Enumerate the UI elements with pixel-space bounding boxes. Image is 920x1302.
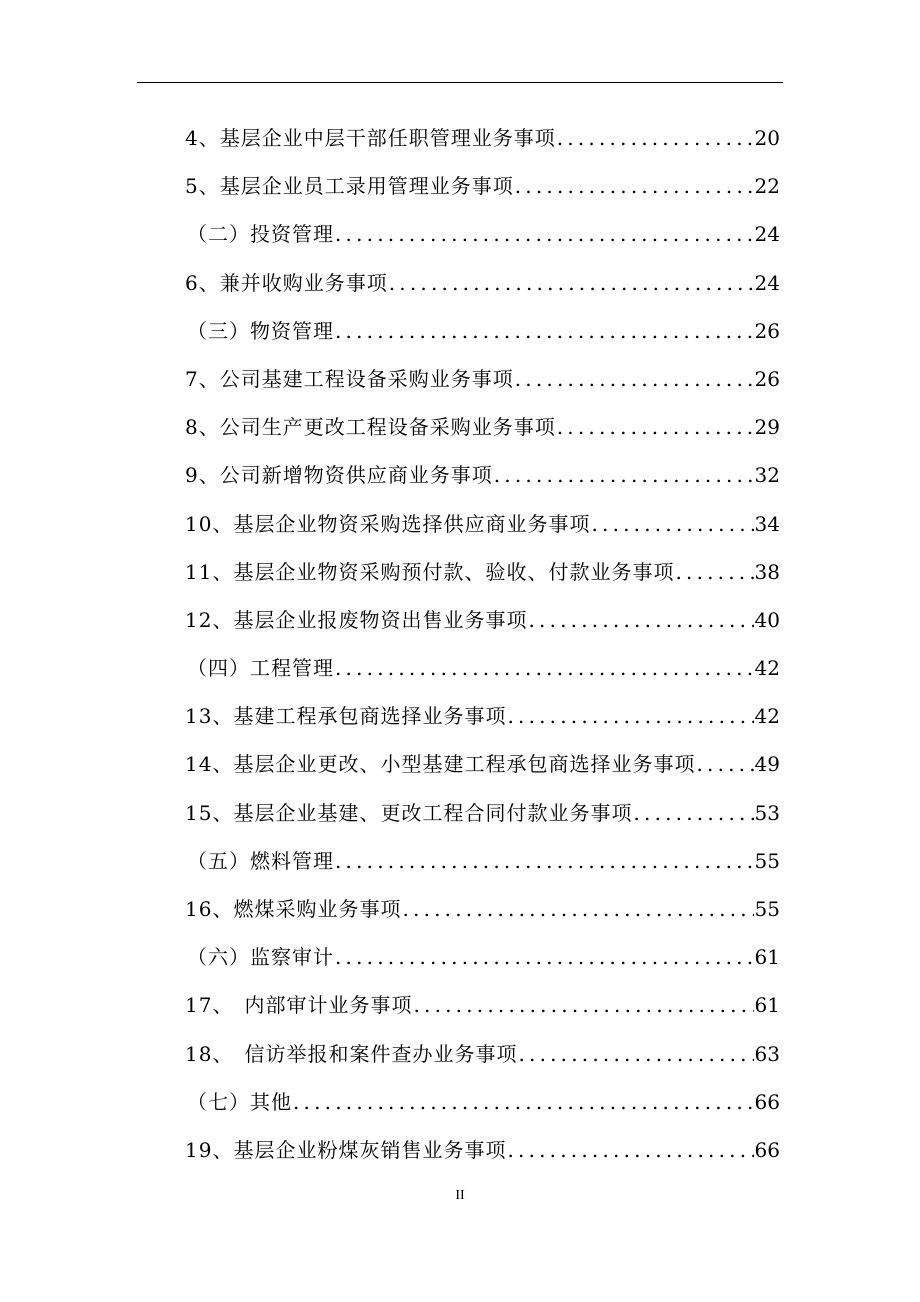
toc-entry-page: 24	[754, 222, 780, 247]
toc-dot-leader	[557, 403, 754, 451]
toc-entry-title: 15、基层企业基建、更改工程合同付款业务事项	[185, 800, 633, 825]
toc-entry[interactable]	[185, 114, 780, 162]
toc-entry[interactable]	[185, 451, 780, 499]
toc-entry-page: 26	[754, 366, 780, 391]
toc-entry[interactable]	[185, 596, 780, 644]
toc-entry-title: （四）工程管理	[187, 656, 334, 681]
toc-entry-title: （三）物资管理	[187, 318, 334, 343]
toc-entry-page: 20	[754, 126, 780, 150]
toc-entry-title: 16、燃煤采购业务事项	[185, 897, 402, 921]
toc-entry-page: 55	[754, 848, 780, 873]
toc-entry[interactable]	[185, 500, 780, 548]
toc-dot-leader	[335, 644, 754, 692]
toc-entry[interactable]	[185, 548, 780, 596]
toc-entry-page: 61	[754, 993, 780, 1018]
toc-dot-leader	[528, 596, 753, 644]
toc-entry-title: 12、基层企业报废物资出售业务事项	[185, 607, 528, 632]
toc-entry-title: 17、 内部审计业务事项	[185, 993, 413, 1018]
toc-section-entry[interactable]	[185, 210, 780, 258]
header-rule	[137, 82, 783, 83]
toc-entry-title: 19、基层企业粉煤灰销售业务事项	[185, 1137, 507, 1162]
toc-dot-leader	[675, 548, 753, 596]
toc-dot-leader	[696, 740, 753, 788]
toc-entry-title: 7、公司基建工程设备采购业务事项	[185, 366, 514, 391]
toc-entry[interactable]	[185, 1126, 780, 1174]
toc-dot-leader	[335, 837, 754, 885]
table-of-contents	[185, 114, 780, 1174]
toc-entry-page: 49	[754, 752, 780, 777]
toc-section-entry[interactable]	[185, 307, 780, 355]
toc-entry-page: 40	[754, 607, 780, 632]
toc-section-entry[interactable]	[185, 933, 780, 981]
toc-entry[interactable]	[185, 403, 780, 451]
toc-entry-title: 10、基层企业物资采购选择供应商业务事项	[185, 511, 591, 536]
toc-dot-leader	[557, 114, 754, 162]
toc-entry-title: 8、公司生产更改工程设备采购业务事项	[185, 415, 556, 440]
toc-entry-page: 26	[754, 318, 780, 343]
page-number: II	[455, 1188, 465, 1203]
toc-dot-leader	[591, 500, 753, 548]
toc-dot-leader	[389, 259, 754, 307]
toc-entry-page: 42	[754, 656, 780, 681]
toc-entry[interactable]	[185, 259, 780, 307]
toc-entry-title: 14、基层企业更改、小型基建工程承包商选择业务事项	[185, 752, 696, 777]
toc-entry[interactable]	[185, 740, 780, 788]
toc-entry-page: 63	[754, 1041, 780, 1066]
toc-section-entry[interactable]	[185, 1078, 780, 1126]
toc-entry-page: 32	[754, 463, 780, 488]
toc-entry-title: （七）其他	[187, 1089, 292, 1114]
toc-entry-page: 55	[754, 897, 780, 921]
toc-entry-title: 6、兼并收购业务事项	[185, 270, 388, 295]
toc-section-entry[interactable]	[185, 837, 780, 885]
toc-dot-leader	[494, 451, 754, 499]
toc-entry-title: 18、 信访举报和案件查办业务事项	[185, 1041, 518, 1066]
toc-dot-leader	[335, 933, 754, 981]
toc-dot-leader	[335, 210, 754, 258]
toc-entry[interactable]	[185, 885, 780, 933]
toc-entry-title: 13、基建工程承包商选择业务事项	[185, 704, 507, 729]
toc-entry[interactable]	[185, 981, 780, 1029]
toc-entry-page: 22	[754, 174, 780, 199]
toc-entry-page: 38	[754, 559, 780, 584]
toc-entry[interactable]	[185, 162, 780, 210]
toc-dot-leader	[402, 885, 753, 933]
toc-entry-page: 42	[754, 704, 780, 729]
toc-dot-leader	[515, 355, 754, 403]
toc-entry-page: 66	[754, 1137, 780, 1162]
toc-entry-page: 34	[754, 511, 780, 536]
toc-dot-leader	[515, 162, 754, 210]
toc-dot-leader	[507, 692, 753, 740]
toc-entry[interactable]	[185, 692, 780, 740]
toc-entry-title: 4、基层企业中层干部任职管理业务事项	[185, 126, 556, 150]
toc-entry-title: （五）燃料管理	[187, 848, 334, 873]
toc-dot-leader	[335, 307, 754, 355]
toc-entry[interactable]	[185, 1030, 780, 1078]
toc-dot-leader	[518, 1030, 753, 1078]
toc-entry-page: 53	[754, 800, 780, 825]
toc-entry-page: 24	[754, 270, 780, 295]
toc-dot-leader	[293, 1078, 754, 1126]
toc-entry-page: 29	[754, 415, 780, 440]
toc-entry-title: 5、基层企业员工录用管理业务事项	[185, 174, 514, 199]
toc-entry[interactable]	[185, 789, 780, 837]
toc-section-entry[interactable]	[185, 644, 780, 692]
toc-dot-leader	[633, 789, 753, 837]
toc-entry-title: 11、基层企业物资采购预付款、验收、付款业务事项	[185, 559, 675, 584]
toc-entry-title: （二）投资管理	[187, 222, 334, 247]
toc-entry-page: 66	[754, 1089, 780, 1114]
toc-entry-title: （六）监察审计	[187, 945, 334, 970]
toc-entry-title: 9、公司新增物资供应商业务事项	[185, 463, 493, 488]
toc-entry-page: 61	[754, 945, 780, 970]
toc-entry[interactable]	[185, 355, 780, 403]
toc-dot-leader	[413, 981, 753, 1029]
toc-dot-leader	[507, 1126, 753, 1174]
